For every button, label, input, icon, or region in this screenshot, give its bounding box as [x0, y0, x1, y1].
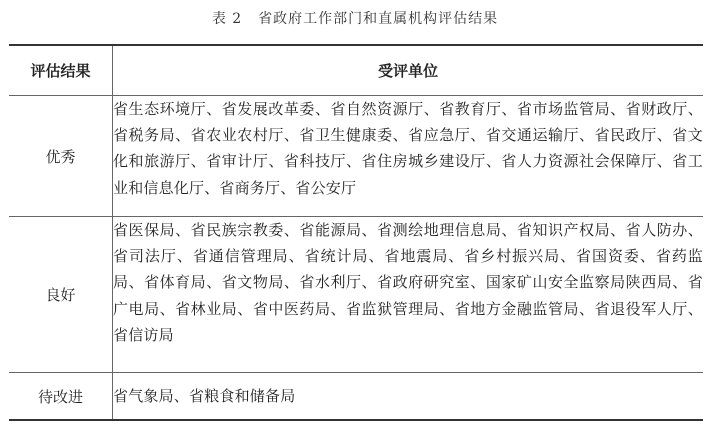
result-cell: 优秀 — [9, 96, 113, 217]
header-evaluated-units: 受评单位 — [113, 45, 704, 96]
table-header-row — [9, 45, 703, 96]
table-caption — [0, 8, 710, 30]
header-evaluation-result: 评估结果 — [9, 45, 113, 96]
table-number: 表 2 — [211, 11, 243, 27]
table-title: 省政府工作部门和直属机构评估结果 — [258, 11, 499, 27]
result-cell: 良好 — [9, 217, 113, 373]
table-row-good — [9, 217, 703, 373]
table-row-excellent — [9, 96, 703, 217]
evaluation-table — [9, 44, 703, 421]
units-cell: 省气象局、省粮食和储备局 — [113, 373, 704, 421]
units-cell: 省医保局、省民族宗教委、省能源局、省测绘地理信息局、省知识产权局、省人防办、省司法厅、省通信管理局、省统计局、省地震局、省乡村振兴局、省国资委、省药监局、省体育局、省文物局、省水利厅、省政府研究室、国家矿山安全监察局陕西局、省广电局、省林业局、省中医药局、省监狱管理局、省地方金融监管局、省退役军人厅、省信访局 — [113, 217, 704, 373]
result-cell: 待改进 — [9, 373, 113, 421]
table-row-needs-improvement — [9, 373, 703, 421]
units-cell: 省生态环境厅、省发展改革委、省自然资源厅、省教育厅、省市场监管局、省财政厅、省税务局、省农业农村厅、省卫生健康委、省应急厅、省交通运输厅、省民政厅、省文化和旅游厅、省审计厅、省科技厅、省住房城乡建设厅、省人力资源社会保障厅、省工业和信息化厅、省商务厅、省公安厅 — [113, 96, 704, 217]
